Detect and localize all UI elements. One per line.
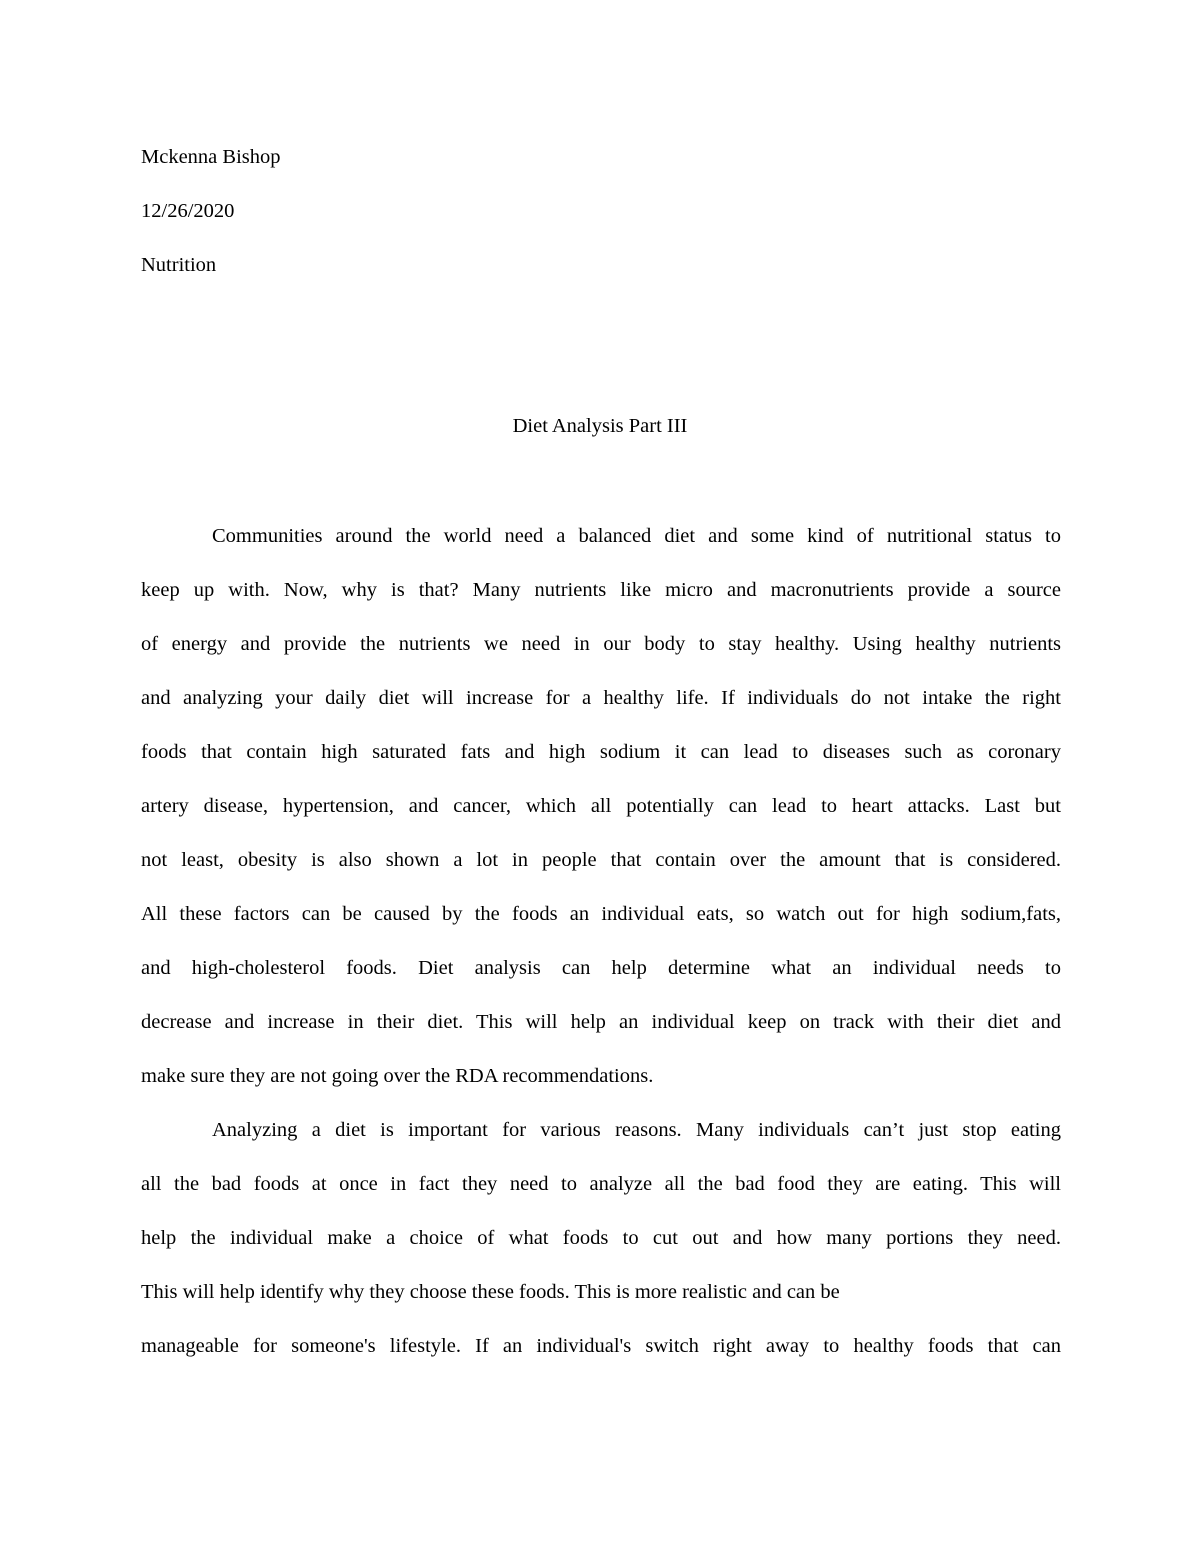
- paragraph-2-line: [141, 1220, 1061, 1274]
- paragraph-text: Communities around the world need a balanced diet and some kind of nutritional status to: [212, 525, 1061, 547]
- course-name: Nutrition: [141, 254, 217, 276]
- author-name: Mckenna Bishop: [141, 146, 281, 168]
- paragraph-text: and high-cholesterol foods. Diet analysis can help determine what an individual needs to: [141, 957, 1061, 979]
- paragraph-text: help the individual make a choice of what foods to cut out and how many portions they need.: [141, 1227, 1061, 1249]
- paragraph-text: foods that contain high saturated fats and high sodium it can lead to diseases such as coronary: [141, 741, 1061, 763]
- paragraph-text: This will help identify why they choose these foods. This is more realistic and can be: [141, 1281, 840, 1303]
- paragraph-1-line: [141, 572, 1061, 626]
- paragraph-text: All these factors can be caused by the foods an individual eats, so watch out for high sodium,fats,: [141, 903, 1061, 925]
- paragraph-1-line: [141, 896, 1061, 950]
- paragraph-text: make sure they are not going over the RDA recommendations.: [141, 1065, 654, 1087]
- paragraph-1-line: [141, 950, 1061, 1004]
- paragraph-1-line: [141, 1004, 1061, 1058]
- paragraph-text: and analyzing your daily diet will increase for a healthy life. If individuals do not intake the right: [141, 687, 1061, 709]
- paragraph-text: artery disease, hypertension, and cancer, which all potentially can lead to heart attacks. Last but: [141, 795, 1061, 817]
- paragraph-1-line: [141, 680, 1061, 734]
- paragraph-text: of energy and provide the nutrients we need in our body to stay healthy. Using healthy nutrients: [141, 633, 1061, 655]
- paragraph-text: keep up with. Now, why is that? Many nutrients like micro and macronutrients provide a source: [141, 579, 1061, 601]
- paragraph-1-line: [141, 626, 1061, 680]
- paragraph-text: manageable for someone's lifestyle. If an individual's switch right away to healthy foods that can: [141, 1335, 1061, 1357]
- document-body: [141, 518, 1061, 1382]
- paragraph-2-line: [141, 1166, 1061, 1220]
- paragraph-text: Analyzing a diet is important for various reasons. Many individuals can’t just stop eating: [212, 1119, 1061, 1141]
- paragraph-text: all the bad foods at once in fact they need to analyze all the bad food they are eating. This will: [141, 1173, 1061, 1195]
- paragraph-2-line: [141, 1112, 1061, 1166]
- paragraph-1-line: [141, 518, 1061, 572]
- document-title: Diet Analysis Part III: [512, 415, 688, 437]
- paragraph-text: decrease and increase in their diet. This will help an individual keep on track with their diet and: [141, 1011, 1061, 1033]
- paragraph-1-line: [141, 734, 1061, 788]
- paragraph-2-line: [141, 1328, 1061, 1382]
- paragraph-1-line: [141, 842, 1061, 896]
- paragraph-text: not least, obesity is also shown a lot in people that contain over the amount that is considered.: [141, 849, 1061, 871]
- document-date: 12/26/2020: [141, 200, 235, 222]
- paragraph-2-line: [141, 1274, 1061, 1328]
- paragraph-1-line: [141, 1058, 1061, 1112]
- paragraph-1-line: [141, 788, 1061, 842]
